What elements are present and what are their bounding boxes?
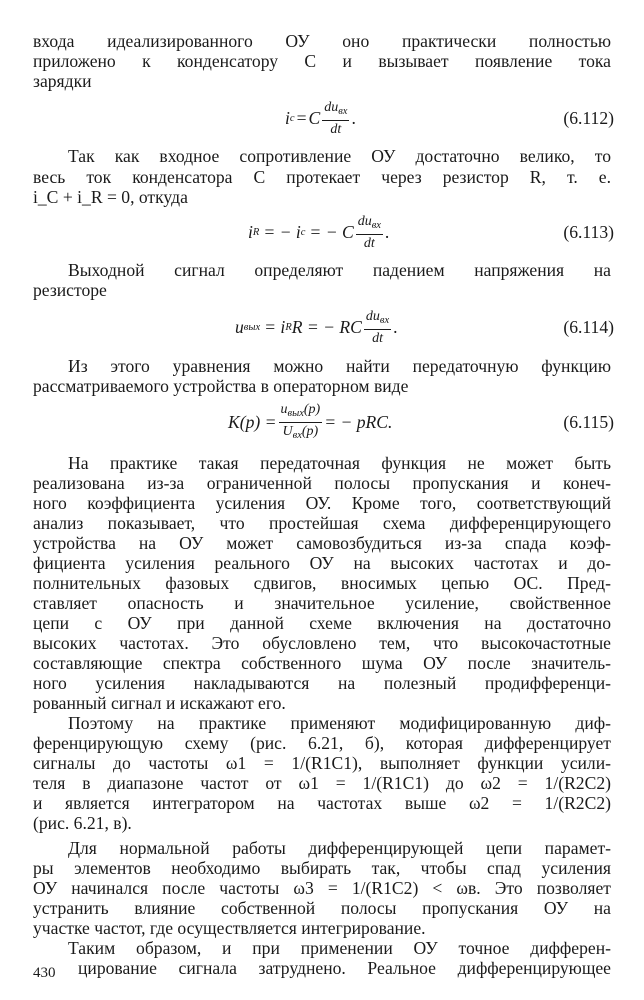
text-line: полнительных фазовых сдвигов, вносимых цепью ОС. Пред- <box>33 573 611 593</box>
text-line: ференцирующую схему (рис. 6.21, б), которая дифференцирует <box>33 733 611 753</box>
text-line: теля в диапазоне частот от ω1 = 1/(R1C1) до ω2 = 1/(R2C2) <box>33 773 611 793</box>
text-line: устройства на ОУ может самовозбудиться из-за спада коэф- <box>33 533 611 553</box>
text-line: ры элементов необходимо выбирать так, чтобы спад усиления <box>33 858 611 878</box>
text-line: Для нормальной работы дифференцирующей цепи парамет- <box>68 838 611 858</box>
text-line: составляющие спектра собственного шума ОУ после значитель- <box>33 653 611 673</box>
equation-number: (6.115) <box>563 412 614 432</box>
text-line: ного коэффициента усиления ОУ. Кроме того, соответствующий <box>33 493 611 513</box>
text-line: участке частот, где осуществляется интегрирование. <box>33 918 426 938</box>
text-line: рованный сигнал и искажают его. <box>33 693 286 713</box>
equation-6-113: i R = − i c = − C $\frac{du_{вх}}{dt}$ . (6.113) <box>0 210 644 254</box>
text-line: Таким образом, и при применении ОУ точное дифферен- <box>68 938 611 958</box>
text-line: приложено к конденсатору C и вызывает появление тока <box>33 51 611 71</box>
page-number: 430 <box>33 965 56 981</box>
text-line: сигналы до частоты ω1 = 1/(R1C1), выполняет функции усили- <box>33 753 611 773</box>
equation-number: (6.114) <box>563 317 614 337</box>
equation-6-112: i c = C $\frac{du_{вх}}{dt}$ . (6.112) <box>0 96 644 140</box>
text-line: (рис. 6.21, в). <box>33 813 132 833</box>
text-line: фициента усиления реального ОУ на высоких частотах и до- <box>33 553 611 573</box>
fraction: $\frac{u_{вых}(p)}{U_{вх}(p)}$ <box>280 401 321 441</box>
equation-number: (6.112) <box>563 108 614 128</box>
equation-6-115: K(p) = $\frac{u_{вых}(p)}{U_{вх}(p)}$ = − pRC. (6.115) <box>0 400 644 444</box>
text-line: резисторе <box>33 280 107 300</box>
text-line: Выходной сигнал определяют падением напряжения на <box>68 260 611 280</box>
text-line: цирование сигнала затруднено. Реальное дифференцирующее <box>78 958 611 978</box>
text-line: На практике такая передаточная функция не может быть <box>68 453 611 473</box>
equation-number: (6.113) <box>563 222 614 242</box>
text-line: высоких частотах. Это обусловлено тем, что высокочастотные <box>33 633 611 653</box>
text-line: цепи с ОУ при данной схеме включения на достаточно <box>33 613 611 633</box>
text-line: Так как входное сопротивление ОУ достаточно велико, то <box>68 146 611 166</box>
text-line: зарядки <box>33 71 92 91</box>
text-line: i_C + i_R = 0, откуда <box>33 187 188 207</box>
text-line: ставляет опасность и значительное усиление, свойственное <box>33 593 611 613</box>
equation-6-114: u вых = i R R = − RC $\frac{du_{вх}}{dt}$ . (6.114) <box>0 305 644 349</box>
text-line: реализована из-за ограниченной полосы пропускания и конеч- <box>33 473 611 493</box>
text-line: анализ показывает, что простейшая схема дифференцирующего <box>33 513 611 533</box>
text-line: устранить влияние собственной полосы пропускания ОУ на <box>33 898 611 918</box>
text-line: ОУ начинался после частоты ω3 = 1/(R1C2) < ωв. Это позволяет <box>33 878 611 898</box>
text-line: и является интегратором на частотах выше ω2 = 1/(R2C2) <box>33 793 611 813</box>
text-line: рассматриваемого устройства в операторном виде <box>33 376 409 396</box>
fraction: $\frac{du_{вх}}{dt}$ <box>357 213 381 251</box>
text-line: Из этого уравнения можно найти передаточную функцию <box>68 356 611 376</box>
fraction: $\frac{du_{вх}}{dt}$ <box>324 99 348 137</box>
text-line: Поэтому на практике применяют модифицированную диф- <box>68 713 611 733</box>
text-line: ного усиления накладываются на полезный продифференци- <box>33 673 611 693</box>
text-line: входа идеализированного ОУ оно практически полностью <box>33 31 611 51</box>
text-line: весь ток конденсатора C протекает через резистор R, т. е. <box>33 167 611 187</box>
fraction: $\frac{du_{вх}}{dt}$ <box>365 308 390 346</box>
